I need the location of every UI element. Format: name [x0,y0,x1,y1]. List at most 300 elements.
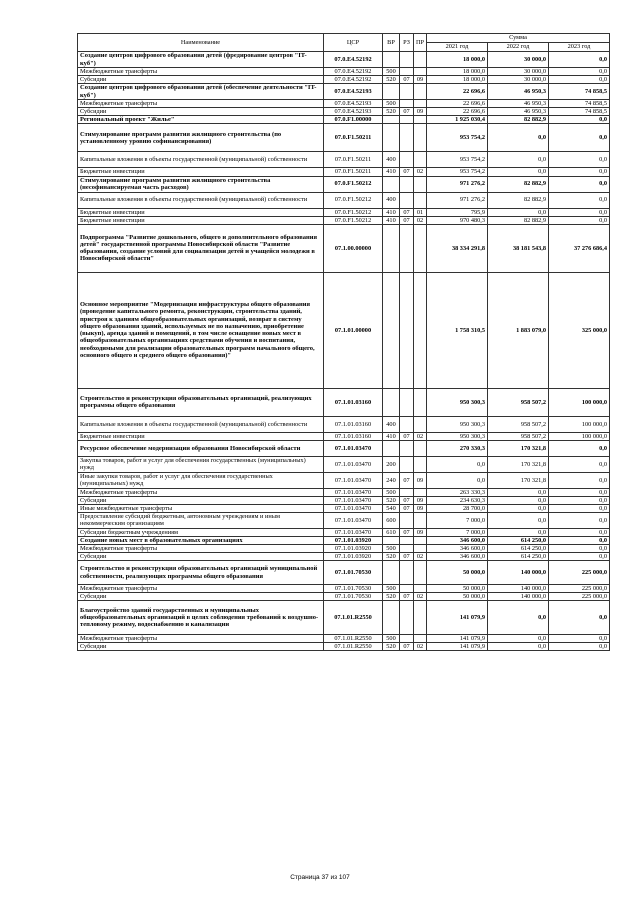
row-vr-cell: 600 [383,512,400,528]
row-2022-cell: 0,0 [488,512,549,528]
row-2021-cell: 141 079,9 [427,643,488,651]
header-vr: ВР [383,34,400,52]
row-rz-cell: 07 [400,208,414,216]
row-2022-cell: 38 181 543,8 [488,224,549,272]
row-2021-cell: 953 754,2 [427,168,488,176]
row-csr-cell: 07.0.F1.50212 [324,176,383,192]
row-csr-cell: 07.1.01.R2550 [324,635,383,643]
table-row [78,472,610,488]
table-row [78,456,610,472]
row-vr-cell [383,601,400,635]
row-2023-cell: 100 000,0 [549,416,610,432]
table-row [78,488,610,496]
row-2023-cell: 74 858,5 [549,108,610,116]
row-rz-cell: 07 [400,553,414,561]
row-2021-cell: 971 276,2 [427,192,488,208]
row-name-cell: Подпрограмма "Развитие дошкольного, общего и дополнительного образования детей" государственной программы Новосибирской области "Развитие образования, создание условий для социализации детей и учащейся молодежи в Новосибирской области" [78,224,324,272]
table-row [78,176,610,192]
row-pr-cell [414,561,427,585]
row-vr-cell: 500 [383,100,400,108]
row-2021-cell: 1 925 030,4 [427,116,488,124]
row-pr-cell: 09 [414,472,427,488]
row-rz-cell: 07 [400,108,414,116]
row-name-cell: Межбюджетные трансферты [78,635,324,643]
row-2021-cell: 795,9 [427,208,488,216]
row-2023-cell: 0,0 [549,152,610,168]
row-2023-cell: 0,0 [549,528,610,536]
row-2023-cell: 0,0 [549,635,610,643]
row-vr-cell: 410 [383,208,400,216]
row-pr-cell [414,176,427,192]
row-2023-cell: 0,0 [549,52,610,68]
row-rz-cell: 07 [400,216,414,224]
row-name-cell: Субсидии [78,593,324,601]
row-2023-cell: 0,0 [549,496,610,504]
row-pr-cell: 02 [414,432,427,440]
row-pr-cell: 01 [414,208,427,216]
row-name-cell: Межбюджетные трансферты [78,488,324,496]
row-vr-cell [383,388,400,416]
row-csr-cell: 07.0.E4.52193 [324,84,383,100]
row-csr-cell: 07.0.F1.50212 [324,216,383,224]
row-2021-cell: 0,0 [427,472,488,488]
row-csr-cell: 07.1.01.70530 [324,593,383,601]
row-2021-cell: 953 754,2 [427,124,488,152]
row-pr-cell [414,488,427,496]
row-csr-cell: 07.1.01.70530 [324,585,383,593]
row-2021-cell: 346 600,0 [427,545,488,553]
row-pr-cell [414,116,427,124]
row-2021-cell: 22 696,6 [427,108,488,116]
row-rz-cell: 07 [400,168,414,176]
row-pr-cell [414,272,427,388]
row-name-cell: Бюджетные инвестиции [78,432,324,440]
row-name-cell: Ресурсное обеспечение модернизации образования Новосибирской области [78,440,324,456]
row-2022-cell: 30 000,0 [488,68,549,76]
header-year-2021: 2021 год [427,43,488,52]
row-pr-cell: 09 [414,528,427,536]
row-pr-cell [414,52,427,68]
row-2023-cell: 0,0 [549,601,610,635]
row-name-cell: Создание центров цифрового образования детей (фредирование центров "IT-куб") [78,52,324,68]
row-2022-cell: 82 882,9 [488,192,549,208]
row-csr-cell: 07.1.01.03160 [324,416,383,432]
row-csr-cell: 07.1.01.03470 [324,496,383,504]
row-2022-cell: 614 250,0 [488,536,549,544]
row-rz-cell: 07 [400,528,414,536]
row-pr-cell [414,192,427,208]
row-2022-cell: 46 950,3 [488,84,549,100]
row-rz-cell [400,456,414,472]
table-row [78,528,610,536]
row-vr-cell: 410 [383,432,400,440]
row-name-cell: Строительство и реконструкция образовательных организаций, реализующих программы общего образования [78,388,324,416]
row-2023-cell: 0,0 [549,512,610,528]
table-row [78,388,610,416]
row-2021-cell: 28 700,0 [427,504,488,512]
header-name: Наименование [78,34,324,52]
row-csr-cell: 07.1.01.03920 [324,553,383,561]
row-name-cell: Субсидии [78,553,324,561]
row-csr-cell: 07.1.01.70530 [324,561,383,585]
row-csr-cell: 07.0.E4.52192 [324,76,383,84]
row-name-cell: Иные межбюджетные трансферты [78,504,324,512]
row-rz-cell [400,52,414,68]
table-row [78,504,610,512]
row-2022-cell: 0,0 [488,488,549,496]
row-2022-cell: 0,0 [488,124,549,152]
row-vr-cell [383,52,400,68]
row-csr-cell: 07.1.01.R2550 [324,643,383,651]
row-vr-cell [383,272,400,388]
row-pr-cell [414,100,427,108]
row-2021-cell: 22 696,6 [427,100,488,108]
table-row [78,416,610,432]
row-rz-cell [400,100,414,108]
table-row [78,512,610,528]
row-rz-cell [400,440,414,456]
row-2022-cell: 46 950,3 [488,108,549,116]
row-2022-cell: 614 250,0 [488,545,549,553]
row-2022-cell: 0,0 [488,601,549,635]
row-2022-cell: 0,0 [488,168,549,176]
row-rz-cell: 07 [400,593,414,601]
row-pr-cell: 09 [414,108,427,116]
row-name-cell: Субсидии [78,76,324,84]
row-2022-cell: 0,0 [488,504,549,512]
row-csr-cell: 07.1.01.03470 [324,456,383,472]
table-row [78,440,610,456]
row-pr-cell: 02 [414,168,427,176]
row-rz-cell [400,192,414,208]
row-2023-cell: 0,0 [549,116,610,124]
row-2021-cell: 50 000,0 [427,593,488,601]
row-name-cell: Межбюджетные трансферты [78,545,324,553]
row-2023-cell: 100 000,0 [549,388,610,416]
row-2023-cell: 0,0 [549,68,610,76]
table-row [78,635,610,643]
row-2021-cell: 950 300,3 [427,432,488,440]
row-2022-cell: 614 250,0 [488,553,549,561]
row-2021-cell: 0,0 [427,456,488,472]
row-name-cell: Строительство и реконструкция образовательных организаций муниципальной собственности, реализующих программы общего образования [78,561,324,585]
row-vr-cell: 520 [383,553,400,561]
row-name-cell: Иные закупки товаров, работ и услуг для обеспечения государственных (муниципальных) нужд [78,472,324,488]
row-rz-cell [400,488,414,496]
row-2023-cell: 74 858,5 [549,84,610,100]
row-rz-cell [400,561,414,585]
row-2022-cell: 170 321,8 [488,472,549,488]
row-2021-cell: 18 000,0 [427,68,488,76]
row-2023-cell: 225 000,0 [549,585,610,593]
page-number: Страница 37 из 107 [290,874,350,881]
row-pr-cell [414,601,427,635]
row-vr-cell [383,536,400,544]
row-2023-cell: 0,0 [549,504,610,512]
row-rz-cell [400,272,414,388]
row-csr-cell: 07.0.F1.50212 [324,208,383,216]
row-rz-cell: 07 [400,76,414,84]
row-name-cell: Закупка товаров, работ и услуг для обеспечения государственных (муниципальных) нужд [78,456,324,472]
row-2022-cell: 0,0 [488,208,549,216]
row-rz-cell [400,545,414,553]
row-csr-cell: 07.1.00.00000 [324,224,383,272]
row-vr-cell [383,440,400,456]
row-vr-cell: 520 [383,108,400,116]
row-name-cell: Стимулирование программ развития жилищного строительства (по установленному уровню софинансирования) [78,124,324,152]
row-pr-cell [414,224,427,272]
table-row [78,224,610,272]
row-2021-cell: 38 334 291,8 [427,224,488,272]
row-vr-cell [383,224,400,272]
row-2022-cell: 1 883 079,0 [488,272,549,388]
row-2023-cell: 325 000,0 [549,272,610,388]
row-name-cell: Благоустройство зданий государственных и муниципальных общеобразовательных организаций в целях соблюдения требований к воздушно-тепловому режиму, водоснабжению и канализации [78,601,324,635]
row-csr-cell: 07.0.F1.00000 [324,116,383,124]
row-rz-cell [400,536,414,544]
row-2022-cell: 30 000,0 [488,52,549,68]
row-vr-cell: 540 [383,504,400,512]
row-2022-cell: 0,0 [488,496,549,504]
row-2021-cell: 50 000,0 [427,585,488,593]
row-vr-cell: 200 [383,456,400,472]
row-pr-cell [414,512,427,528]
table-row [78,496,610,504]
row-2021-cell: 970 480,3 [427,216,488,224]
row-2022-cell: 140 000,0 [488,585,549,593]
row-2022-cell: 0,0 [488,635,549,643]
table-row [78,585,610,593]
row-2022-cell: 30 000,0 [488,76,549,84]
row-vr-cell: 500 [383,68,400,76]
row-rz-cell [400,176,414,192]
row-2021-cell: 346 600,0 [427,536,488,544]
row-2023-cell: 0,0 [549,456,610,472]
row-rz-cell [400,116,414,124]
row-2021-cell: 971 276,2 [427,176,488,192]
row-name-cell: Бюджетные инвестиции [78,168,324,176]
table-row [78,208,610,216]
row-vr-cell: 520 [383,643,400,651]
row-2023-cell: 0,0 [549,208,610,216]
row-2022-cell: 170 321,8 [488,440,549,456]
row-csr-cell: 07.1.01.03470 [324,472,383,488]
row-rz-cell: 07 [400,504,414,512]
row-name-cell: Межбюджетные трансферты [78,100,324,108]
row-2021-cell: 7 000,0 [427,512,488,528]
row-csr-cell: 07.1.01.03470 [324,504,383,512]
row-2021-cell: 18 000,0 [427,76,488,84]
row-name-cell: Создание центров цифрового образования детей (обеспечение деятельности "IT-куб") [78,84,324,100]
row-rz-cell: 07 [400,643,414,651]
row-pr-cell: 09 [414,504,427,512]
row-csr-cell: 07.0.F1.50211 [324,124,383,152]
table-row [78,561,610,585]
row-vr-cell: 500 [383,635,400,643]
table-header [78,34,610,52]
row-vr-cell: 500 [383,488,400,496]
row-2023-cell: 0,0 [549,168,610,176]
table-row [78,601,610,635]
row-2022-cell: 0,0 [488,528,549,536]
header-sum: Сумма [427,34,610,43]
row-csr-cell: 07.1.01.03470 [324,488,383,496]
table-row [78,643,610,651]
table-row [78,272,610,388]
row-2022-cell: 958 507,2 [488,388,549,416]
row-2023-cell: 0,0 [549,124,610,152]
row-csr-cell: 07.1.01.03470 [324,512,383,528]
row-pr-cell [414,68,427,76]
row-2021-cell: 234 630,3 [427,496,488,504]
row-vr-cell: 610 [383,528,400,536]
header-rz: РЗ [400,34,414,52]
row-pr-cell: 09 [414,496,427,504]
row-csr-cell: 07.0.F1.50212 [324,192,383,208]
row-vr-cell [383,116,400,124]
row-2023-cell: 0,0 [549,176,610,192]
row-rz-cell [400,416,414,432]
row-pr-cell [414,416,427,432]
row-2022-cell: 958 507,2 [488,416,549,432]
row-pr-cell: 02 [414,553,427,561]
row-csr-cell: 07.1.01.03160 [324,388,383,416]
row-name-cell: Основное мероприятие "Модернизация инфраструктуры общего образования (проведение капитального ремонта, реконструкции, строительства зданий, пристроя к зданиям общеобразовательных организаций, возврат в систему общего образования зданий, используемых не по назначению, приобретение (выкуп), аренда зданий и помещений, в том числе оснащение новых мест в общеобразовательных организациях средствами обучения и воспитания, необходимыми для реализации образовательных программ начального общего, основного общего и среднего общего образования)" [78,272,324,388]
row-pr-cell: 09 [414,76,427,84]
row-name-cell: Субсидии [78,643,324,651]
row-2021-cell: 1 758 310,5 [427,272,488,388]
row-2023-cell: 0,0 [549,76,610,84]
row-pr-cell: 02 [414,643,427,651]
row-name-cell: Субсидии бюджетным учреждениям [78,528,324,536]
row-2022-cell: 140 000,0 [488,593,549,601]
row-2023-cell: 0,0 [549,216,610,224]
row-csr-cell: 07.1.01.03160 [324,432,383,440]
row-2023-cell: 37 276 686,4 [549,224,610,272]
row-2023-cell: 0,0 [549,192,610,208]
row-rz-cell [400,124,414,152]
row-name-cell: Капитальные вложения в объекты государственной (муниципальной) собственности [78,152,324,168]
header-year-2023: 2023 год [549,43,610,52]
row-csr-cell: 07.1.01.00000 [324,272,383,388]
row-name-cell: Создание новых мест в образовательных организациях [78,536,324,544]
row-2023-cell: 0,0 [549,553,610,561]
row-csr-cell: 07.0.E4.52192 [324,52,383,68]
row-vr-cell [383,176,400,192]
row-2023-cell: 100 000,0 [549,432,610,440]
row-pr-cell [414,84,427,100]
row-2021-cell: 141 079,9 [427,601,488,635]
row-name-cell: Капитальные вложения в объекты государственной (муниципальной) собственности [78,416,324,432]
row-rz-cell [400,635,414,643]
row-2022-cell: 82 882,9 [488,116,549,124]
table-row [78,108,610,116]
row-pr-cell [414,585,427,593]
table-row [78,593,610,601]
row-pr-cell [414,545,427,553]
row-rz-cell [400,601,414,635]
row-2023-cell: 0,0 [549,488,610,496]
row-2022-cell: 46 950,3 [488,100,549,108]
row-name-cell: Субсидии [78,108,324,116]
row-name-cell: Бюджетные инвестиции [78,208,324,216]
table-body [78,52,610,651]
table-row [78,192,610,208]
row-vr-cell: 520 [383,76,400,84]
row-csr-cell: 07.1.01.03920 [324,545,383,553]
header-csr: ЦСР [324,34,383,52]
header-pr: ПР [414,34,427,52]
row-2023-cell: 0,0 [549,643,610,651]
row-rz-cell [400,388,414,416]
row-csr-cell: 07.1.01.03470 [324,528,383,536]
row-rz-cell [400,224,414,272]
row-name-cell: Субсидии [78,496,324,504]
row-name-cell: Региональный проект "Жилье" [78,116,324,124]
row-2021-cell: 141 079,9 [427,635,488,643]
row-2022-cell: 82 882,9 [488,176,549,192]
row-2021-cell: 18 000,0 [427,52,488,68]
row-rz-cell: 07 [400,472,414,488]
row-vr-cell [383,561,400,585]
row-csr-cell: 07.1.01.R2550 [324,601,383,635]
row-2021-cell: 50 000,0 [427,561,488,585]
row-csr-cell: 07.0.E4.52193 [324,100,383,108]
table-row [78,545,610,553]
table-row [78,432,610,440]
budget-table [77,33,610,651]
table-row [78,116,610,124]
row-name-cell: Стимулирование программ развития жилищного строительства (несофинансируемая часть расходов) [78,176,324,192]
row-pr-cell [414,440,427,456]
row-vr-cell: 410 [383,216,400,224]
row-pr-cell [414,456,427,472]
row-2022-cell: 170 321,8 [488,456,549,472]
row-name-cell: Бюджетные инвестиции [78,216,324,224]
row-csr-cell: 07.0.E4.52192 [324,68,383,76]
table-row [78,124,610,152]
row-2023-cell: 74 858,5 [549,100,610,108]
table-row [78,553,610,561]
table-row [78,152,610,168]
row-2023-cell: 0,0 [549,536,610,544]
row-vr-cell: 520 [383,593,400,601]
table-row [78,84,610,100]
row-2023-cell: 0,0 [549,440,610,456]
row-2021-cell: 953 754,2 [427,152,488,168]
row-rz-cell [400,585,414,593]
row-vr-cell: 240 [383,472,400,488]
row-2022-cell: 958 507,2 [488,432,549,440]
row-csr-cell: 07.0.F1.50211 [324,168,383,176]
row-vr-cell: 520 [383,496,400,504]
row-vr-cell: 500 [383,585,400,593]
row-pr-cell [414,536,427,544]
row-name-cell: Предоставление субсидий бюджетным, автономным учреждениям и иным некоммерческим организациям [78,512,324,528]
table-row [78,100,610,108]
row-2021-cell: 263 330,3 [427,488,488,496]
row-rz-cell [400,68,414,76]
row-rz-cell [400,512,414,528]
row-pr-cell [414,124,427,152]
table-row [78,76,610,84]
row-2021-cell: 22 696,6 [427,84,488,100]
row-vr-cell: 400 [383,152,400,168]
row-vr-cell: 410 [383,168,400,176]
row-2022-cell: 140 000,0 [488,561,549,585]
row-2023-cell: 225 000,0 [549,593,610,601]
row-pr-cell: 02 [414,593,427,601]
